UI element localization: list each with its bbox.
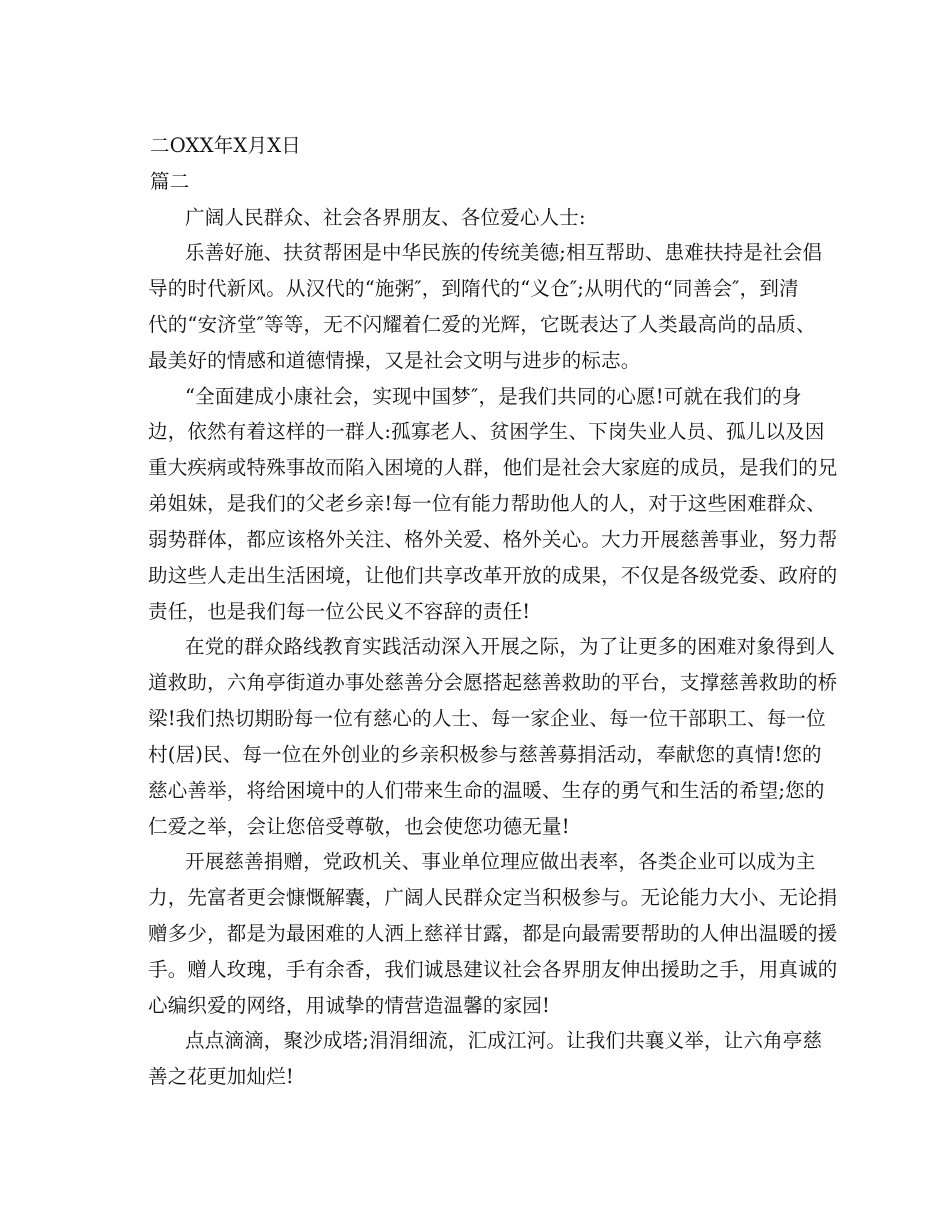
- text-line: 在党的群众路线教育实践活动深入开展之际，为了让更多的困难对象得到人: [185, 635, 836, 658]
- text-line: 力，先富者更会慷慨解囊，广阔人民群众定当积极参与。无论能力大小、无论捐: [148, 886, 838, 909]
- text-line: 善之花更加灿烂!: [148, 1065, 294, 1088]
- document-date: 二OXX年X月X日: [150, 134, 301, 157]
- text-line: 弱势群体，都应该格外关注、格外关爱、格外关心。大力开展慈善事业，努力帮: [148, 528, 838, 551]
- text-line: 导的时代新风。从汉代的“施粥″，到隋代的“义仓″;从明代的“同善会″，到清: [148, 277, 799, 300]
- text-line: 梁!我们热切期盼每一位有慈心的人士、每一家企业、每一位干部职工、每一位: [148, 707, 826, 730]
- salutation: 广阔人民群众、社会各界朋友、各位爱心人士:: [185, 206, 586, 229]
- text-line: 点点滴滴，聚沙成塔;涓涓细流，汇成江河。让我们共襄义举，让六角亭慈: [185, 1029, 823, 1052]
- text-line: 道救助，六角亭街道办事处慈善分会愿搭起慈善救助的平台，支撑慈善救助的桥: [148, 671, 838, 694]
- text-line: 助这些人走出生活困境，让他们共享改革开放的成果，不仅是各级党委、政府的: [148, 564, 838, 587]
- text-line: 责任，也是我们每一位公民义不容辞的责任!: [148, 600, 531, 623]
- text-line: 边，依然有着这样的一群人:孤寡老人、贫困学生、下岗失业人员、孤儿以及因: [148, 420, 825, 443]
- text-line: 开展慈善捐赠，党政机关、事业单位理应做出表率，各类企业可以成为主: [185, 850, 816, 873]
- text-line: 代的“安济堂″等等，无不闪耀着仁爱的光辉，它既表达了人类最高尚的品质、: [148, 313, 816, 336]
- text-line: “全面建成小康社会，实现中国梦″，是我们共同的心愿!可就在我们的身: [185, 385, 802, 408]
- text-line: 心编织爱的网络，用诚挚的情营造温馨的家园!: [148, 994, 551, 1017]
- text-line: 乐善好施、扶贫帮困是中华民族的传统美德;相互帮助、患难扶持是社会倡: [185, 241, 823, 264]
- text-line: 仁爱之举，会让您倍受尊敬，也会使您功德无量!: [148, 815, 570, 838]
- text-line: 最美好的情感和道德情操，又是社会文明与进步的标志。: [148, 349, 641, 372]
- text-line: 慈心善举，将给困境中的人们带来生命的温暖、生存的勇气和生活的希望;您的: [148, 779, 825, 802]
- text-line: 手。赠人玫瑰，手有余香，我们诚恳建议社会各界朋友伸出援助之手，用真诚的: [148, 958, 838, 981]
- text-line: 村(居)民、每一位在外创业的乡亲积极参与慈善募捐活动，奉献您的真情!您的: [148, 743, 822, 766]
- section-heading: 篇二: [150, 170, 190, 193]
- text-line: 赠多少，都是为最困难的人洒上慈祥甘露，都是向最需要帮助的人伸出温暖的援: [148, 922, 838, 945]
- text-line: 重大疾病或特殊事故而陷入困境的人群，他们是社会大家庭的成员，是我们的兄: [148, 456, 838, 479]
- text-line: 弟姐妹，是我们的父老乡亲!每一位有能力帮助他人的人，对于这些困难群众、: [148, 492, 826, 515]
